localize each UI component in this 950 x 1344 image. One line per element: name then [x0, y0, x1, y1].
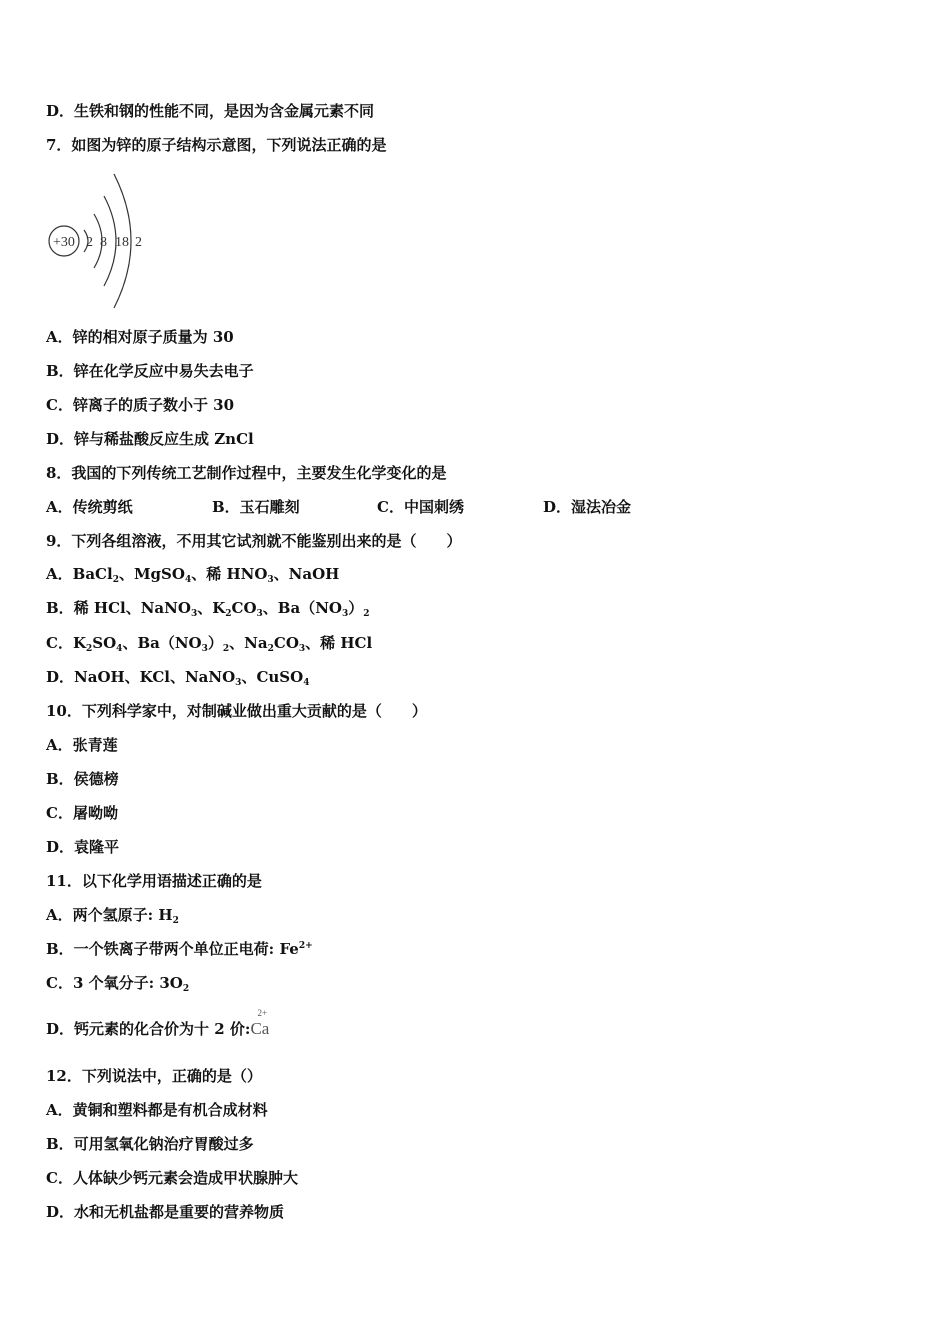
q10-option-b: B．侯德榜	[46, 770, 119, 788]
q8-option-a: A．传统剪纸	[46, 498, 133, 516]
shell-3-electrons: 18	[115, 235, 129, 250]
zinc-atom-structure-diagram	[44, 170, 154, 310]
q7-option-a: A．锌的相对原子质量为 30	[46, 328, 234, 346]
q12-stem: 12．下列说法中，正确的是（）	[46, 1067, 262, 1085]
q10-stem: 10．下列科学家中，对制碱业做出重大贡献的是（ ）	[46, 702, 427, 720]
q8-option-c: C．中国刺绣	[377, 498, 464, 516]
shell-2-electrons: 8	[100, 235, 107, 250]
nucleus-charge: +30	[53, 235, 75, 250]
q8-option-b: B．玉石雕刻	[212, 498, 300, 516]
calcium-valence-notation: 2+ Ca	[250, 1008, 270, 1038]
q8-stem: 8．我国的下列传统工艺制作过程中，主要发生化学变化的是	[46, 464, 447, 482]
q11-option-c: C．3 个氧分子: $3O_2$	[46, 974, 190, 994]
q12-option-a: A．黄铜和塑料都是有机合成材料	[46, 1101, 268, 1119]
q9-option-a: A．BaCl$_2$、MgSO$_4$、稀 $HNO_3$、NaOH	[46, 565, 340, 585]
q11-stem: 11．以下化学用语描述正确的是	[46, 872, 262, 890]
shell-1-electrons: 2	[86, 235, 93, 250]
q6-option-d: D．生铁和钢的性能不同，是因为含金属元素不同	[46, 102, 375, 120]
q8-options-row	[46, 497, 666, 517]
q11-option-d: D．钙元素的化合价为十 2 价: 2+ Ca	[46, 1008, 270, 1038]
shell-4-electrons: 2	[135, 235, 142, 250]
q7-option-d: D．锌与稀盐酸反应生成 ZnCl	[46, 430, 254, 448]
q10-option-c: C．屠呦呦	[46, 804, 118, 822]
q10-option-d: D．袁隆平	[46, 838, 120, 856]
q9-option-c: C．$K_2SO_4$、$Ba(NO_3)_2$、$Na_2CO_3$、稀 HCl	[46, 634, 373, 654]
q10-option-a: A．张青莲	[46, 736, 118, 754]
q7-stem: 7．如图为锌的原子结构示意图，下列说法正确的是	[46, 136, 387, 154]
q9-option-b: B．稀 HCl、NaNO$_3$、$K_2CO_3$、$Ba(NO_3)_2$	[46, 599, 370, 619]
q9-option-d: D．NaOH、KCl、NaNO$_3$、CuSO$_4$	[46, 668, 310, 688]
q7-option-b: B．锌在化学反应中易失去电子	[46, 362, 254, 380]
q11-option-a: A．两个氢原子: $H_2$	[46, 906, 179, 926]
q12-option-d: D．水和无机盐都是重要的营养物质	[46, 1203, 285, 1221]
q7-option-c: C．锌离子的质子数小于 30	[46, 396, 235, 414]
q12-option-c: C．人体缺少钙元素会造成甲状腺肿大	[46, 1169, 298, 1187]
q9-stem: 9．下列各组溶液，不用其它试剂就不能鉴别出来的是（ ）	[46, 532, 462, 550]
q11-option-b: B．一个铁离子带两个单位正电荷: $Fe^{2+}$	[46, 940, 313, 958]
q8-option-d: D．湿法冶金	[543, 498, 632, 516]
q12-option-b: B．可用氢氧化钠治疗胃酸过多	[46, 1135, 254, 1153]
